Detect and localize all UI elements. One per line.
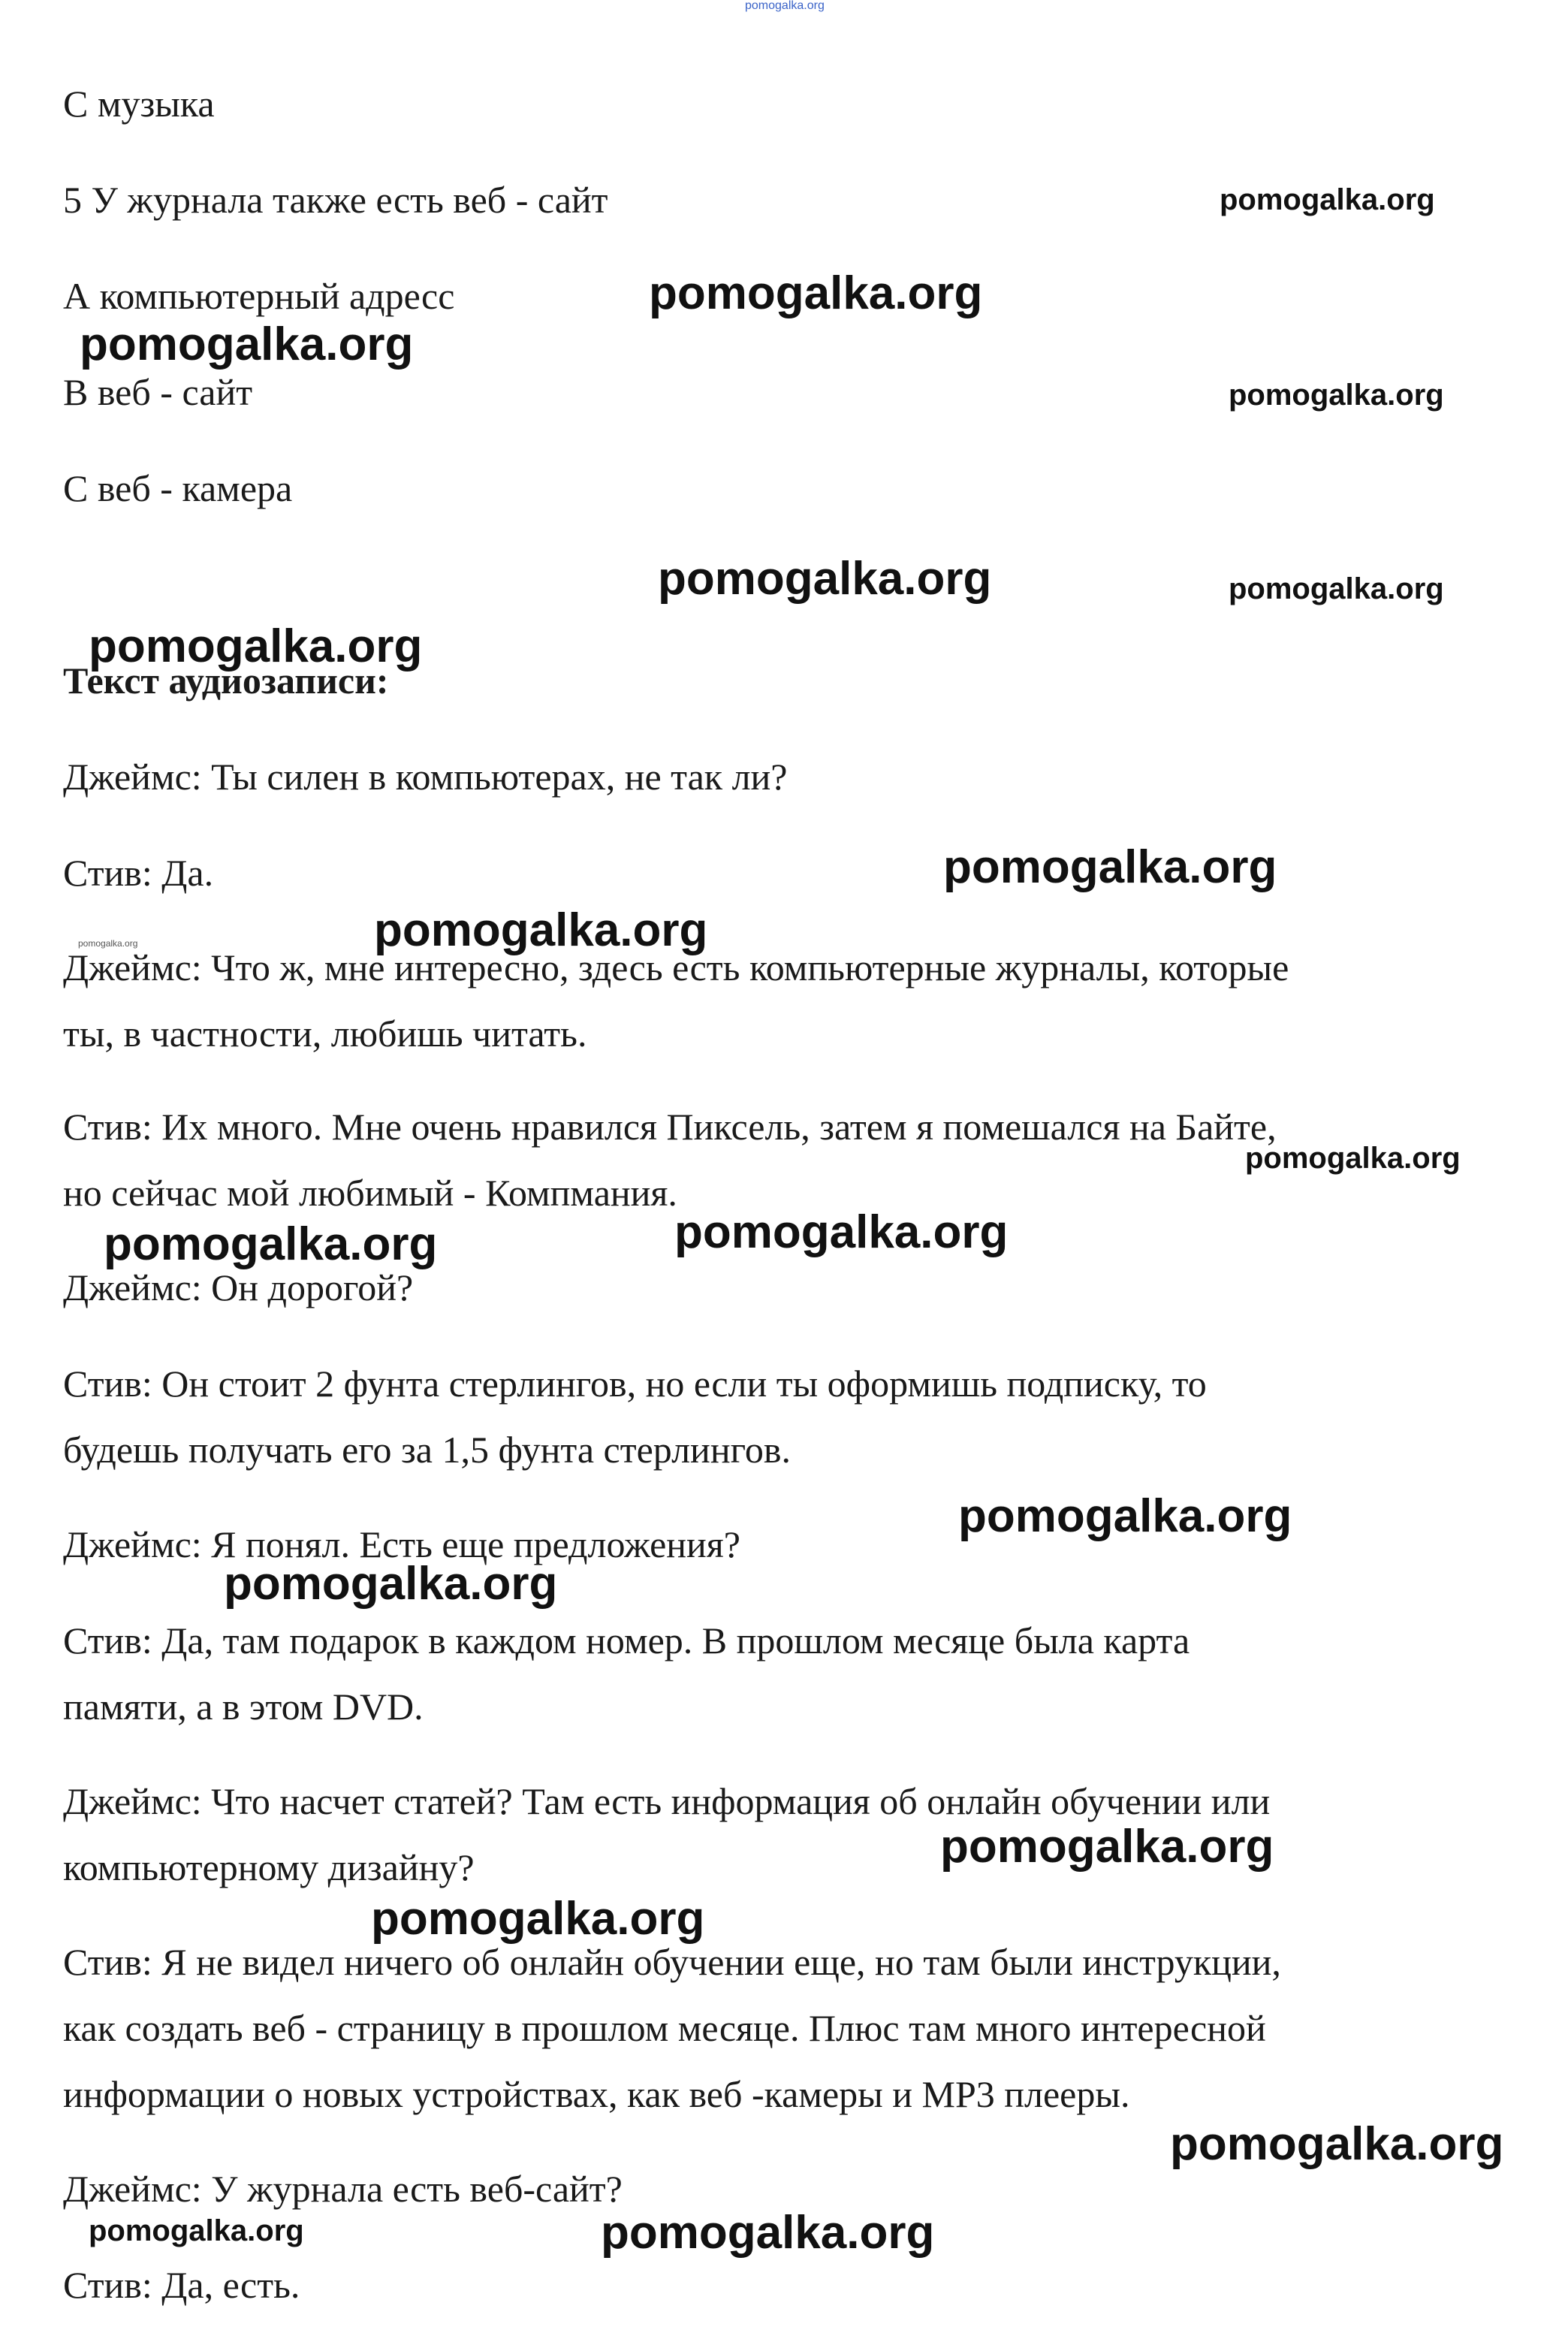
watermark: pomogalka.org <box>1220 183 1435 216</box>
watermark: pomogalka.org <box>89 620 423 672</box>
watermark: pomogalka.org <box>89 2214 304 2247</box>
watermark-top: pomogalka.org <box>745 0 825 12</box>
watermark: pomogalka.org <box>958 1490 1292 1542</box>
watermark: pomogalka.org <box>943 841 1277 893</box>
watermark: pomogalka.org <box>80 318 414 370</box>
text-line: С веб - камера <box>63 467 293 509</box>
watermark: pomogalka.org <box>1229 379 1444 412</box>
text-line: Джеймс: У журнала есть веб-сайт? <box>63 2168 623 2210</box>
text-line: но сейчас мой любимый - Компмания. <box>63 1172 677 1214</box>
text-line: будешь получать его за 1,5 фунта стерлингов. <box>63 1429 791 1471</box>
text-line: С музыка <box>63 83 215 125</box>
text-line: Джеймс: Он дорогой? <box>63 1266 414 1308</box>
watermark: pomogalka.org <box>649 267 983 319</box>
watermark: pomogalka.org <box>658 553 992 605</box>
text-line: Джеймс: Что ж, мне интересно, здесь есть компьютерные журналы, которые <box>63 946 1289 988</box>
text-line: информации о новых устройствах, как веб -камеры и MP3 плееры. <box>63 2073 1130 2115</box>
watermark: pomogalka.org <box>1170 2118 1504 2170</box>
watermark: pomogalka.org <box>224 1558 558 1610</box>
text-line: ты, в частности, любишь читать. <box>63 1013 587 1055</box>
text-line: Стив: Да, есть. <box>63 2264 300 2306</box>
text-line: Стив: Да. <box>63 852 214 894</box>
text-line: Стив: Я не видел ничего об онлайн обучении еще, но там были инструкции, <box>63 1941 1281 1983</box>
watermark: pomogalka.org <box>1245 1142 1461 1175</box>
text-line: Стив: Да, там подарок в каждом номер. В прошлом месяце была карта <box>63 1619 1190 1661</box>
text-line: памяти, а в этом DVD. <box>63 1686 424 1728</box>
watermark: pomogalka.org <box>940 1821 1274 1873</box>
watermark: pomogalka.org <box>104 1218 438 1270</box>
text-line: Стив: Он стоит 2 фунта стерлингов, но если ты оформишь подписку, то <box>63 1363 1207 1405</box>
text-line: Джеймс: Ты силен в компьютерах, не так ли? <box>63 756 788 798</box>
text-line: 5 У журнала также есть веб - сайт <box>63 179 608 221</box>
section-heading: Текст аудиозаписи: <box>63 659 389 702</box>
text-line: как создать веб - страницу в прошлом месяце. Плюс там много интересной <box>63 2007 1266 2049</box>
watermark-tiny: pomogalka.org <box>78 938 138 949</box>
watermark: pomogalka.org <box>601 2207 935 2259</box>
text-line: Стив: Их много. Мне очень нравился Пиксель, затем я помешался на Байте, <box>63 1106 1277 1148</box>
watermark: pomogalka.org <box>371 1893 705 1945</box>
text-line: А компьютерный адресс <box>63 275 455 317</box>
watermark: pomogalka.org <box>1229 572 1444 605</box>
watermark: pomogalka.org <box>374 904 708 956</box>
text-line: Джеймс: Я понял. Есть еще предложения? <box>63 1523 740 1565</box>
text-line: Джеймс: Что насчет статей? Там есть информация об онлайн обучении или <box>63 1780 1271 1822</box>
text-line: В веб - сайт <box>63 371 253 413</box>
watermark: pomogalka.org <box>674 1206 1009 1258</box>
text-line: компьютерному дизайну? <box>63 1846 475 1888</box>
